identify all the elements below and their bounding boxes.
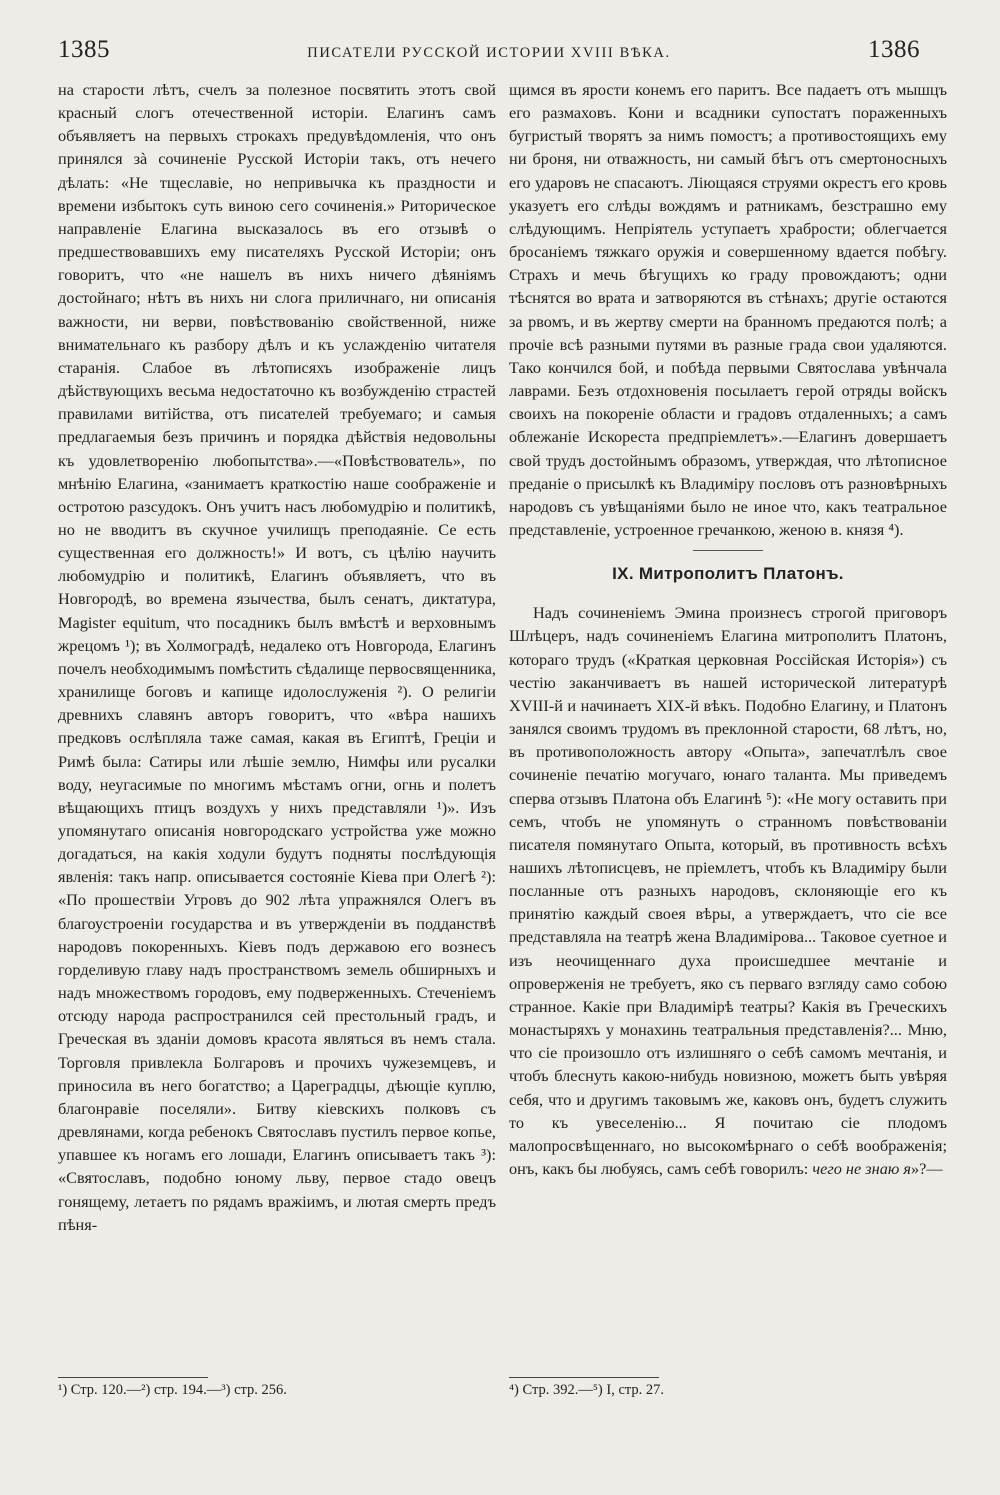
right-footnote-rule <box>509 1377 659 1378</box>
left-footnote-rule <box>58 1377 208 1378</box>
right-page-number: 1386 <box>868 36 920 63</box>
right-column <box>509 78 947 1180</box>
right-footnote: ⁴) Стр. 392.—⁵) I, стр. 27. <box>509 1382 665 1398</box>
left-page-number: 1385 <box>58 36 110 63</box>
left-footnote: ¹) Стр. 120.—²) стр. 194.—³) стр. 256. <box>58 1382 287 1398</box>
page-header <box>58 36 920 70</box>
paragraph-2-text: Надъ сочиненіемъ Эмина произнесъ строгой приговоръ Шлѣцеръ, надъ сочиненіемъ Елагина митрополитъ Платонъ, котораго трудъ («Краткая церковная Россійская Исторія») съ честію заканчиваетъ въ нашей исторической литературѣ XVIII-й и начинаетъ XIX-й вѣкъ. Подобно Елагину, и Платонъ занялся своимъ трудомъ въ преклонной старости, 68 лѣтъ, но, въ противоположность автору «Опыта», запечатлѣлъ свое сочиненіе печатію могучаго, юнаго таланта. Мы приведемъ сперва отзывъ Платона объ Елагинѣ ⁵): «Не могу оставить при семъ, чтобъ не упомянуть о странномъ повѣствованіи писателя помянутаго Опыта, который, въ противность всѣхъ нашихъ лѣтописцевъ, не пріемлетъ, чтобъ къ Владиміру были посланные отъ разныхъ народовъ, склоняющіе его къ принятію каждый своея вѣры, а утверждаетъ, что сіе все представляла на театрѣ жена Владимірова... Таковое суетное и изъ неочищеннаго духа происшедшее мечтаніе и опроверженія не требуетъ, яко съ перваго взгляду само собою странное. Какіе при Владимірѣ театры? Какія въ Греческихъ монастыряхъ у монахинь театральныя представленія?... Мню, что сіе произошло отъ излишняго о себѣ самомъ мечтанія, и чтобъ блеснуть какою-нибудь новизною, можетъ быть увѣряя себя, что и другимъ таковымъ же, каковъ онъ, будетъ служить то къ увеселенію... Я почитаю сіе плодомъ малопросвѣщеннаго, но высокомѣрнаго о себѣ воображенія; онъ, какъ бы любуясь, самъ себѣ говорилъ: <box>509 603 947 1179</box>
right-column-paragraph-1: щимся въ ярости конемъ его паритъ. Все падаетъ отъ мышцъ его размаховъ. Кони и всадники супостатъ пораженныхъ бугристый творятъ за нимъ помостъ; а противостоящихъ ему ни броня, ни отважность, ни самый бѣгъ отъ смертоносныхъ его ударовъ не спасаютъ. Ліющаяся струями окрестъ его кровь указуетъ его слѣды вождямъ и ратникамъ, безстрашно ему слѣдующимъ. Непріятель уступаетъ храбрости; облегчается бросаніемъ тяжкаго оружія и совершенному вдается побѣгу. Страхъ и мечь бѣгущихъ ко граду провождаютъ; одни тѣснятся во врата и затворяются въ стѣнахъ; другіе остаются за рвомъ, и въ жертву смерти на бранномъ предаются полѣ; а прочіе всѣ разными путями въ разные града свои удаляются. Тако кончился бой, и побѣда первыми Святослава увѣнчала лаврами. Безъ отдохновенія посылаетъ герой отряды войскъ своихъ на покореніе области и градовъ отдаленныхъ; а самъ облежаніе Искореста предпріемлетъ».—Елагинъ довершаетъ свой трудъ достойнымъ образомъ, утверждая, что лѣтописное преданіе о присылкѣ къ Владиміру пословъ отъ разновѣрныхъ народовъ съ увѣщаніями было не иное что, какъ театральное представленіе, устроенное гречанкою, женою в. князя ⁴). <box>509 80 947 539</box>
paragraph-2-ending: »?— <box>911 1159 943 1179</box>
left-column <box>58 78 496 1236</box>
running-head: ПИСАТЕЛИ РУССКОЙ ИСТОРИИ XVIII ВѢКА. <box>307 45 671 61</box>
right-column-paragraph-2 <box>509 601 947 1180</box>
left-column-paragraph: на старости лѣтъ, счелъ за полезное посвятить этотъ свой красный слогъ отечественной исторіи. Елагинъ самъ объявляетъ на первыхъ строкахъ предувѣдомленія, что онъ принялся зà сочиненіе Русской Исторіи такъ, отъ нечего дѣлать: «Не тщеславіе, но непривычка къ праздности и времени избытокъ суть виною сего сочиненія.» Риторическое направленіе Елагина высказалось въ его отзывѣ о предшествовавшихъ ему писателяхъ Русской Исторіи; онъ говоритъ, что «не нашелъ въ нихъ ничего дѣяніямъ достойнаго; нѣтъ въ нихъ ни слога приличнаго, ни описанія важности, ни верви, повѣствованію свойственной, ниже внимательнаго къ разбору дѣлъ и къ услажденію читателя старанія. Слабое въ лѣтописяхъ изображеніе лицъ дѣйствующихъ весьма недостаточно къ возбужденію страстей правилами витійства, отъ писателей требуемаго; и самыя предлагаемыя безъ причинъ и порядка дѣйствія недовольны къ удовлетворенію любопытства».—«Повѣствователь», по мнѣнію Елагина, «занимаетъ краткостію наше соображеніе и остротою разсудокъ. Онъ учитъ насъ любомудрію и политикѣ, но не вводитъ въ скучное училищъ преподаяніе. Се есть существенная его должность!» И вотъ, съ цѣлію научить любомудрію и политикѣ, Елагинъ объявляетъ, что въ Новгородѣ, во времена язычества, былъ сенатъ, диктатура, Magister equitum, что посадникъ былъ вмѣстѣ и верховнымъ жрецомъ ¹); въ Холмоградѣ, недалеко отъ Новгорода, Елагинъ почелъ необходимымъ помѣстить сѣдалище первосвященника, хранилище боговъ и капище идолослуженія ²). О религіи древнихъ славянъ авторъ говоритъ, что «вѣра нашихъ предковъ ослѣпляла таже самая, какая въ Египтѣ, Греціи и Римѣ была: Сатиры или лѣшіе землю, Нимфы или русалки воду, неугасимые по многимъ мѣстамъ огни, огнь и полетъ вѣщающихъ птицъ воздухъ у нихъ представляли ¹)». Изъ упомянутаго описанія новгородскаго устройства уже можно догадаться, на какія ходули будутъ подняты послѣдующія явленія: такъ напр. описывается состояніе Кіева при Олегѣ ²): «По прошествіи Угровъ до 902 лѣта упражнялся Олегъ въ благоустроеніи государства и въ утвержденіи въ подданствѣ народовъ покоренныхъ. Кіевъ подъ державою его вознесъ горделивую главу надъ пространствомъ земель обширныхъ и надъ множествомъ городовъ, ему подверженныхъ. Стеченіемъ отсюду народа распространился сей престольный градъ, и Греческая въ зданіи домовъ красота являться въ немъ стала. Торговля привлекла Болгаровъ и прочихъ чужеземцевъ, и приносила въ него богатство; а Цареградцы, дѣющіе куплю, благонравіе поселяли». Битву кіевскихъ полковъ съ древлянами, когда ребенокъ Святославъ пустилъ первое копье, упавшее къ ногамъ его лошади, Елагинъ описываетъ такъ ³): «Святославъ, подобно юному льву, первое стадо овецъ гонящему, летаетъ по рядамъ вражіимъ, и лютая смерть предъ пѣня- <box>58 80 496 1234</box>
paragraph-2-italic-quote: чего не знаю я <box>812 1159 911 1179</box>
section-divider <box>693 550 763 551</box>
section-title: IX. Митрополитъ Платонъ. <box>612 564 844 584</box>
